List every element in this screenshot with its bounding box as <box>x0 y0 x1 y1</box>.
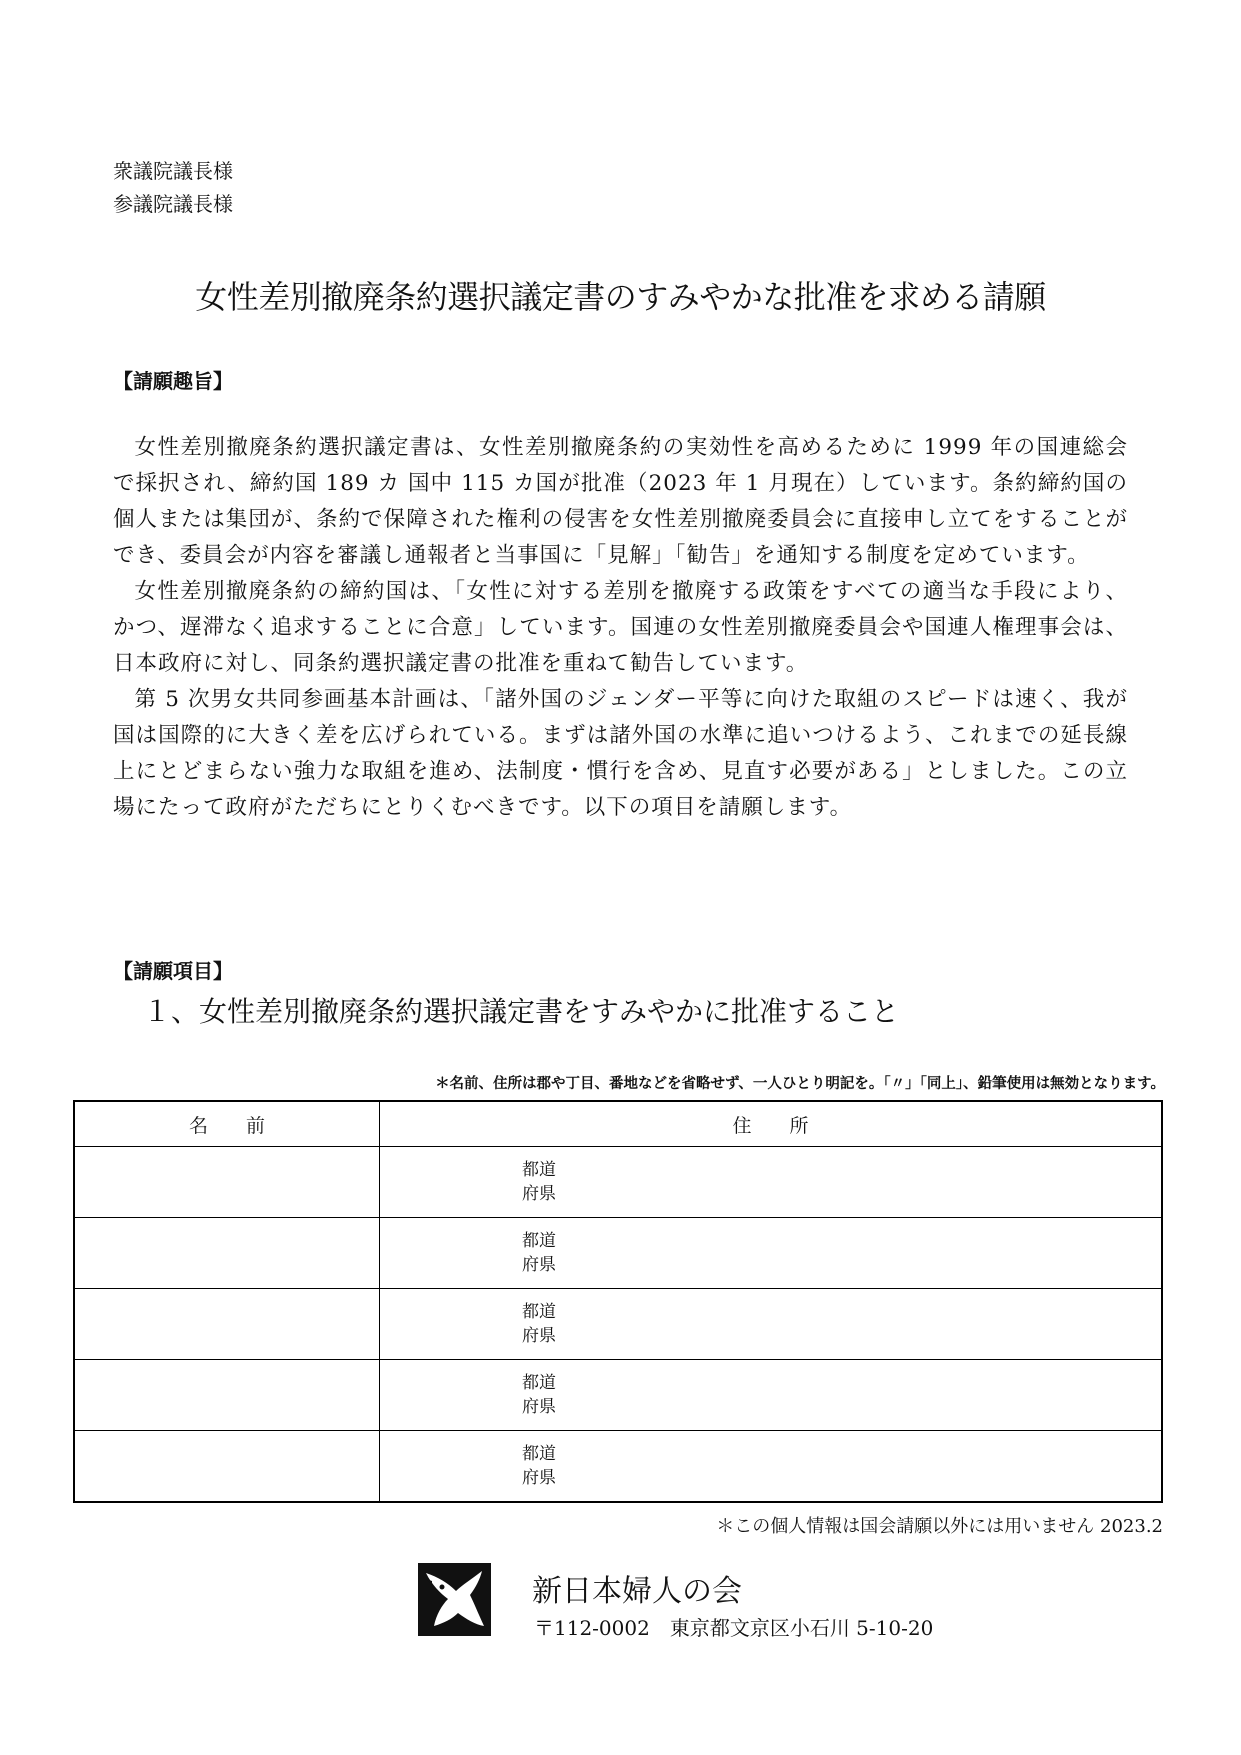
prefecture-label: 府県 <box>522 1397 556 1417</box>
name-cell[interactable] <box>74 1431 380 1503</box>
organization-name: 新日本婦人の会 <box>532 1574 742 1609</box>
name-column-header: 名 前 <box>74 1101 380 1147</box>
name-cell[interactable] <box>74 1289 380 1360</box>
purpose-heading: 【請願趣旨】 <box>113 369 233 393</box>
table-row <box>74 1360 1162 1431</box>
purpose-body <box>113 430 1128 826</box>
privacy-note: ＊この個人情報は国会請願以外には用いません 2023.2 <box>716 1516 1163 1537</box>
address-cell[interactable] <box>380 1431 1163 1503</box>
prefecture-label: 府県 <box>522 1255 556 1275</box>
address-cell[interactable] <box>380 1218 1163 1289</box>
table-row <box>74 1289 1162 1360</box>
paragraph-1: 女性差別撤廃条約選択議定書は、女性差別撤廃条約の実効性を高めるために 1999 年の国連総会で採択され、締約国 189 カ 国中 115 カ国が批准（2023 年 1 月現在）しています。条約締約国の個人または集団が、条約で保障された権利の侵害を女性差別撤廃委員会に直接申し立てをすることができ、委員会が内容を審議し通報者と当事国に「見解」「勧告」を通知する制度を定めています。 <box>113 435 1128 568</box>
address-cell[interactable] <box>380 1147 1163 1218</box>
address-column-header: 住 所 <box>380 1101 1163 1147</box>
organization-address: 〒112-0002 東京都文京区小石川 5-10-20 <box>534 1616 934 1640</box>
name-cell[interactable] <box>74 1218 380 1289</box>
prefecture-label: 都道 <box>522 1231 556 1251</box>
addressee-house-of-representatives: 衆議院議長様 <box>113 159 233 183</box>
prefecture-label: 府県 <box>522 1326 556 1346</box>
addressee-house-of-councillors: 参議院議長様 <box>113 192 233 216</box>
address-cell[interactable] <box>380 1289 1163 1360</box>
table-instruction-note: ＊名前、住所は郡や丁目、番地などを省略せず、一人ひとり明記を。「〃」「同上」、鉛筆使用は無効となります。 <box>435 1076 1165 1092</box>
table-row <box>74 1147 1162 1218</box>
dove-logo-icon <box>418 1563 491 1636</box>
name-cell[interactable] <box>74 1360 380 1431</box>
petition-title: 女性差別撤廃条約選択議定書のすみやかな批准を求める請願 <box>195 278 1046 316</box>
prefecture-label: 都道 <box>522 1302 556 1322</box>
table-row <box>74 1431 1162 1503</box>
items-heading: 【請願項目】 <box>113 959 233 983</box>
prefecture-label: 都道 <box>522 1444 556 1464</box>
addressee-block <box>113 155 233 221</box>
prefecture-label: 府県 <box>522 1468 556 1488</box>
address-cell[interactable] <box>380 1360 1163 1431</box>
petition-item-1: １、女性差別撤廃条約選択議定書をすみやかに批准すること <box>143 995 900 1028</box>
prefecture-label: 都道 <box>522 1160 556 1180</box>
prefecture-label: 府県 <box>522 1184 556 1204</box>
table-header-row <box>74 1101 1162 1147</box>
paragraph-3: 第 5 次男女共同参画基本計画は、「諸外国のジェンダー平等に向けた取組のスピードは速く、我が国は国際的に大きく差を広げられている。まずは諸外国の水準に追いつけるよう、これまでの延長線上にとどまらない強力な取組を進め、法制度・慣行を含め、見直す必要がある」としました。この立場にたって政府がただちにとりくむべきです。以下の項目を請願します。 <box>113 687 1128 820</box>
signature-table <box>73 1100 1163 1503</box>
table-row <box>74 1218 1162 1289</box>
paragraph-2: 女性差別撤廃条約の締約国は、「女性に対する差別を撤廃する政策をすべての適当な手段により、かつ、遅滞なく追求することに合意」しています。国連の女性差別撤廃委員会や国連人権理事会は、日本政府に対し、同条約選択議定書の批准を重ねて勧告しています。 <box>113 579 1128 676</box>
prefecture-label: 都道 <box>522 1373 556 1393</box>
name-cell[interactable] <box>74 1147 380 1218</box>
